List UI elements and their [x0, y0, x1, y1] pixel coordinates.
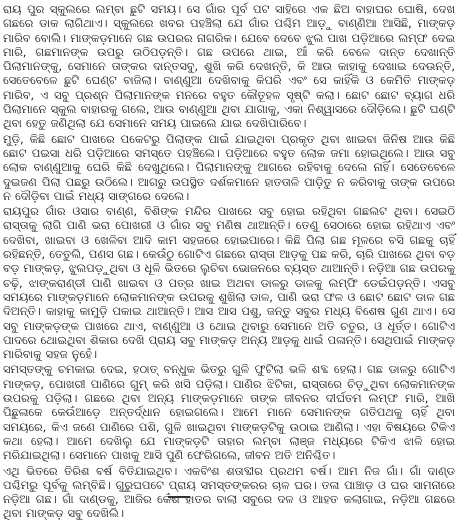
page-footer-rule	[168, 496, 190, 504]
paragraph-5: ଏଥି ଭିତରେ ତିରିଶ ବର୍ଷ ବିତିଯାଇଥିବ। ଏକବିଂଶ ଶତାବ୍ଦୀର ପ୍ରଥମ ବର୍ଷ। ଆମ ନିଜ ଗାଁ। ଗାଁ ଦାଣ୍ଡ ପଶ୍ଚିମରୁ ପୂର୍ବକୁ ଲମ୍ବିଛି। ଗୁରୁଘପଟେ ପ୍ରାୟ ସମସ୍ତଙ୍କରର ଚାଳ ଘର। ତଳା ପାଞ୍ଚାଡ଼ ଓ ଘର ସାମନାରେ ନଡ଼ିଆ ଗଛ। ଗାଁ ଦାଣ୍ଡକୁ, ଆଜିର କେଁଶ ହାତର ବାଲା ସବୁରେ ଦଳ ଓ ଆହତ କଲାଗାଇ, ନଡ଼ିଆ ଗଛରେ ଥିବା ମାଙ୍କଡ଼ ସବୁ ଦେଖିଲି।	[3, 463, 455, 521]
paragraph-1: ରାୟ ପୁର ସ୍କୁଲରେ ଲମ୍ବା ଛୁଟି ସମୟ। ସେ ଗାଁର ପୂର୍ବ ପଟ ସାହିରେ ଏକ ଛିଅ ବାହାଘର ଘୋଷି, ଦେଖ ଗଛରେ ଡାକ ଲାଗିଥାଏ। ସ୍କୁଲରେ ଖବର ପହଞ୍ଚିଲା ଯେ ଗାଁର ପଶ୍ଚିମ ଆଡ଼ୁ ବାଣ୍ଣିଆ ଆସିଛି, ମାଙ୍କଡ଼ ମାରିବ ବୋଲି। ମାଙ୍କଡ଼ମାନେ ଗଛ ଉପରର ନାଗରିକ। ଯେବେ ଦେବେ ଝୁଲ ପାଖ ପଡ଼ିଆରେ ଲମ୍ଫ ଦେଇ ମାରି, ଗଛମାନଙ୍କ ଉପରୁ ଉଠିପଡ଼ନ୍ତି। ଗଛ ଉପରେ ଥାଇ, ଆଁ କରି ବେଳେ ଦାନ୍ତ ଦେଖାନ୍ତି ପିଲାମାନଙ୍କୁ, ସେମାନେ ତାଙ୍କର ଦାନ୍ତସବୁ, ଶୁଖି କରି ଦେଖନ୍ତି, କି ଆଉ କାହାକୁ ଦେଖାଇ ଦେଉନ୍ତି, ସେତେବେଳେ ଛୁଟି ଘେଣ୍ଟ ବାଜିଲା। ବାଣ୍ଣୁଆ ଦେଖିବାକୁ କିପରି ଏବଂ ସେ କାହିଁକି ଓ କେମିତି ମାଙ୍କଡ଼ ମାରିବ, ଏ ସବୁ ପ୍ରଶ୍ନ ପିଲାମାନଙ୍କ ମନରେ ବହୁତ କୌତୂହଳ ସୃଷ୍ଟି କଲା। ଛୋଟ ଛୋଟ ବ୍ୟାଗ ଧରି ପିଲାମାନେ ସ୍କୁଲ ବାହାରକୁ ଗଲେ, ଆଉ ବାଣ୍ଣୁଆ ଥିବା ଯାଗାକୁ, ଏକା ନିଶ୍ୱାସରେ ଦୌଡ଼ିଲେ। ଛୁଟି ଘଣ୍ଟି ଥିବା ହେତୁ ଜଣିଥିଲା ଯେ ସେମାନେ ସମୟ ପାଇଲେ ଯାଇ ଦେଖିପାରିବେ।	[3, 2, 455, 131]
paragraph-2: ମୁଡ଼ି, କିଛି ଛୋଟ ପାଖରେ ପକେଟରୁ ପିଲାଙ୍କ ପାଇଁ ଯାଇଥିବା ପ୍ରକୃତ ଥିବା ଖାଇବା ଜିନିଷ ଆଉ କିଛି ଛୋଟ ପଇସା ଧରି ପଡ଼ିଆରେ ସମସ୍ତେ ପହଞ୍ଚିଲେ। ପଡ଼ିଆରେ ବହୁତ ଲୋକ ଜମା ହୋଇଥିଲେ। ଆଉ ସବୁ ଲୋକ ବାଣ୍ଣୁଆକୁ ଘେରି କିଛି ଦେଖୁଥିଲେ। ପିଲାମାନଙ୍କୁ ଆଗରେ ରହିବାକୁ ଦେଲେ ନାହିଁ। ସେତେବେଳେ ଦୁଇଜଣ ପିଲା ପଛରୁ ଉଠିଲେ। ଆଗରୁ ଉପସ୍ଥିତ ଦର୍ଶକମାନେ ହାତତାଳି ପାଡ଼ିତୁ ନ କରିବାକୁ ତାଙ୍କ ଉପରେ ନ ଦୌଡ଼ିବା ପାଇଁ ମଧ୍ୟ ସାଙ୍ଗରେ ଦେଲେ।	[3, 131, 455, 203]
paragraph-3: ରାୟପୁର ଗାଁର ଓସାର ବାଣ୍ଣ, ବିଶିଙ୍କ ମନ୍ଦିର ପାଖରେ ସବୁ ହୋଇ ରହିଥିବା ଗଛଲଟ ଥିବା। ସେଇଠି ରାସ୍ତାକୁ ଲାଗି ପାଣି ଭରା ପୋଖରୀ ଓ ଗାଁର ସବୁ ମଣିଷ ଥାଆନ୍ତି। ତେଣୁ ସେଠାରେ ହୋଇ ରହିଥାଏ ଏବଂ ଦେଖିବା, ଖାଇବା ଓ ଖେଳିବା ଆଦି କାମ ସହଜରେ ହୋଇପାରେ। କିଛି ପିଲା ଗଛ ମୂଳରେ ବସି ଗଛକୁ ଚାହିଁ ରହିଛନ୍ତି, ତେତୁଲି, ପଣସ ଗଛ। କେଉଁଠୁ ଗୋଟିଏ ଗଛରେ ରାସ୍ତା ଆଡ଼କୁ ପଛ କରି, ଚାରି ପାଖରେ ଥିବା ବଡ଼ ବଡ଼ ମାଙ୍କଡ଼, ଝୁଲପଡ଼ୁଥିବା ଓ ଧୂଳି ଭିତରେ ଲୁଚିବା ଭୋଜନରେ ବ୍ୟସ୍ତ ଥାଆନ୍ତି। ନଡ଼ିଆ ଗଛ ଉପରକୁ ଚଢ଼ି, ଝାଙ୍କରାଣ୍ଡୀ ପାଣି ଖାଇବା ଓ ପତ୍ର ଖାଇ ଅଥବା ଡାଳରୁ ଡାଳକୁ ଲମ୍ଫି ଡେଇଁପଡ଼ନ୍ତି। ଏସବୁ ସମୟରେ ମାଙ୍କଡ଼ମାନେ ଲୋକମାନଙ୍କ ଉପରକୁ ଶୁଖିଲା ଡାଳ, ପାଣି ଭରା ଫଳ ଓ ଛୋଟ ଛୋଟ ଡାଳ ଗଛ ଦିଅନ୍ତି। କାହାକୁ କାମୁଡ଼ି ପକାଇ ଥାଆନ୍ତି। ଆସ ଆସ ପଶୁ, ଜନ୍ତୁ ସବୁର ମଧ୍ୟ ବିଶେଷ ଗୁଣ ଥାଏ। ସେ ସବୁ ମାଙ୍କଡ଼ଙ୍କ ପାଖରେ ଥାଏ, ବାଣ୍ଣୁଆ ଓ ଥୋଇ ଥିବାରୁ ସେମାନେ ଅତି ଚତୁର, ଓ ଧୂର୍ତ୍ତ। ଗୋଟିଏ ପାଦରେ ଥୋଇଥିବା ଶିକାର ଦେଖି ପ୍ରାୟ ସବୁ ମାଙ୍କଡ଼ ଅନ୍ୟ ଆଡ଼କୁ ଧାଇଁ ପଳାନ୍ତି। ସେଥିପାଇଁ ମାଙ୍କଡ଼ ମାରିବାକୁ ସହଜ ନୁହେଁ।	[3, 204, 456, 362]
paragraph-4: ସମସ୍ତଙ୍କୁ ଚମକାଇ ଦେଇ, ହଠାତ୍ ବନ୍ଧୁକ ଭିତରୁ ଗୁଳି ଫୁଟିଲା ଭଳି ଶବ୍ଦ ହେଲା। ଗଛ ଡାଳରୁ ଗୋଟିଏ ମାଙ୍କଡ଼, ପୋଖରୀ ପାଣିରେ ଗୁମ୍ କରି ଖସି ପଡ଼ିଲା। ପାଣିର ଝିଟିକା, ରାସ୍ତାରେ ଚିଡ଼ୁଥିବା ଲୋକମାନଙ୍କ ଉପରକୁ ପଡ଼ିଲା। ଗଛରେ ଥିବା ଅନ୍ୟ ମାଙ୍କଡ଼ମାନେ ତାଙ୍କ ଜୀବନର ଦୀର୍ଘତମ ଲମ୍ଫ ମାରି, ଆଖି ପିଛୁଳାକେ କେଉଁଆଡ଼େ ଅନ୍ତର୍ଦ୍ଧାନ ହୋଇଗଲେ। ଆମେ ମାନେ ସେମାନଙ୍କ ଗତିପଥକୁ ଚାହିଁ ଥିବା ସମୟରେ, କିଏ ଜଣେ ପାଣିରେ ପଶି, ଗୁଳି ଖାଇଥିବା ମାଙ୍କଡ଼ଟିକୁ ଉଠାଇ ଆଣିଲା। ଏହା ବିଷୟରେ ଟିକିଏ କଥା ହେଲା। ଆମେ ଦେଖିଲୁ ଯେ ମାଙ୍କଡ଼ଟି ତାହାର ଲମ୍ବା ଲାଞ୍ଜ ମଧ୍ୟରେ ଟିକିଏ ଝାଳି ହୋଇ ମରିଯାଇଥିଲା। ସେମାନେ ପାଖକୁ ଆସି ପୁଣି ଫେରିଗଲେ, ଜୀବନ ଅତି ଅନିଶ୍ଚିତ।	[3, 362, 455, 463]
